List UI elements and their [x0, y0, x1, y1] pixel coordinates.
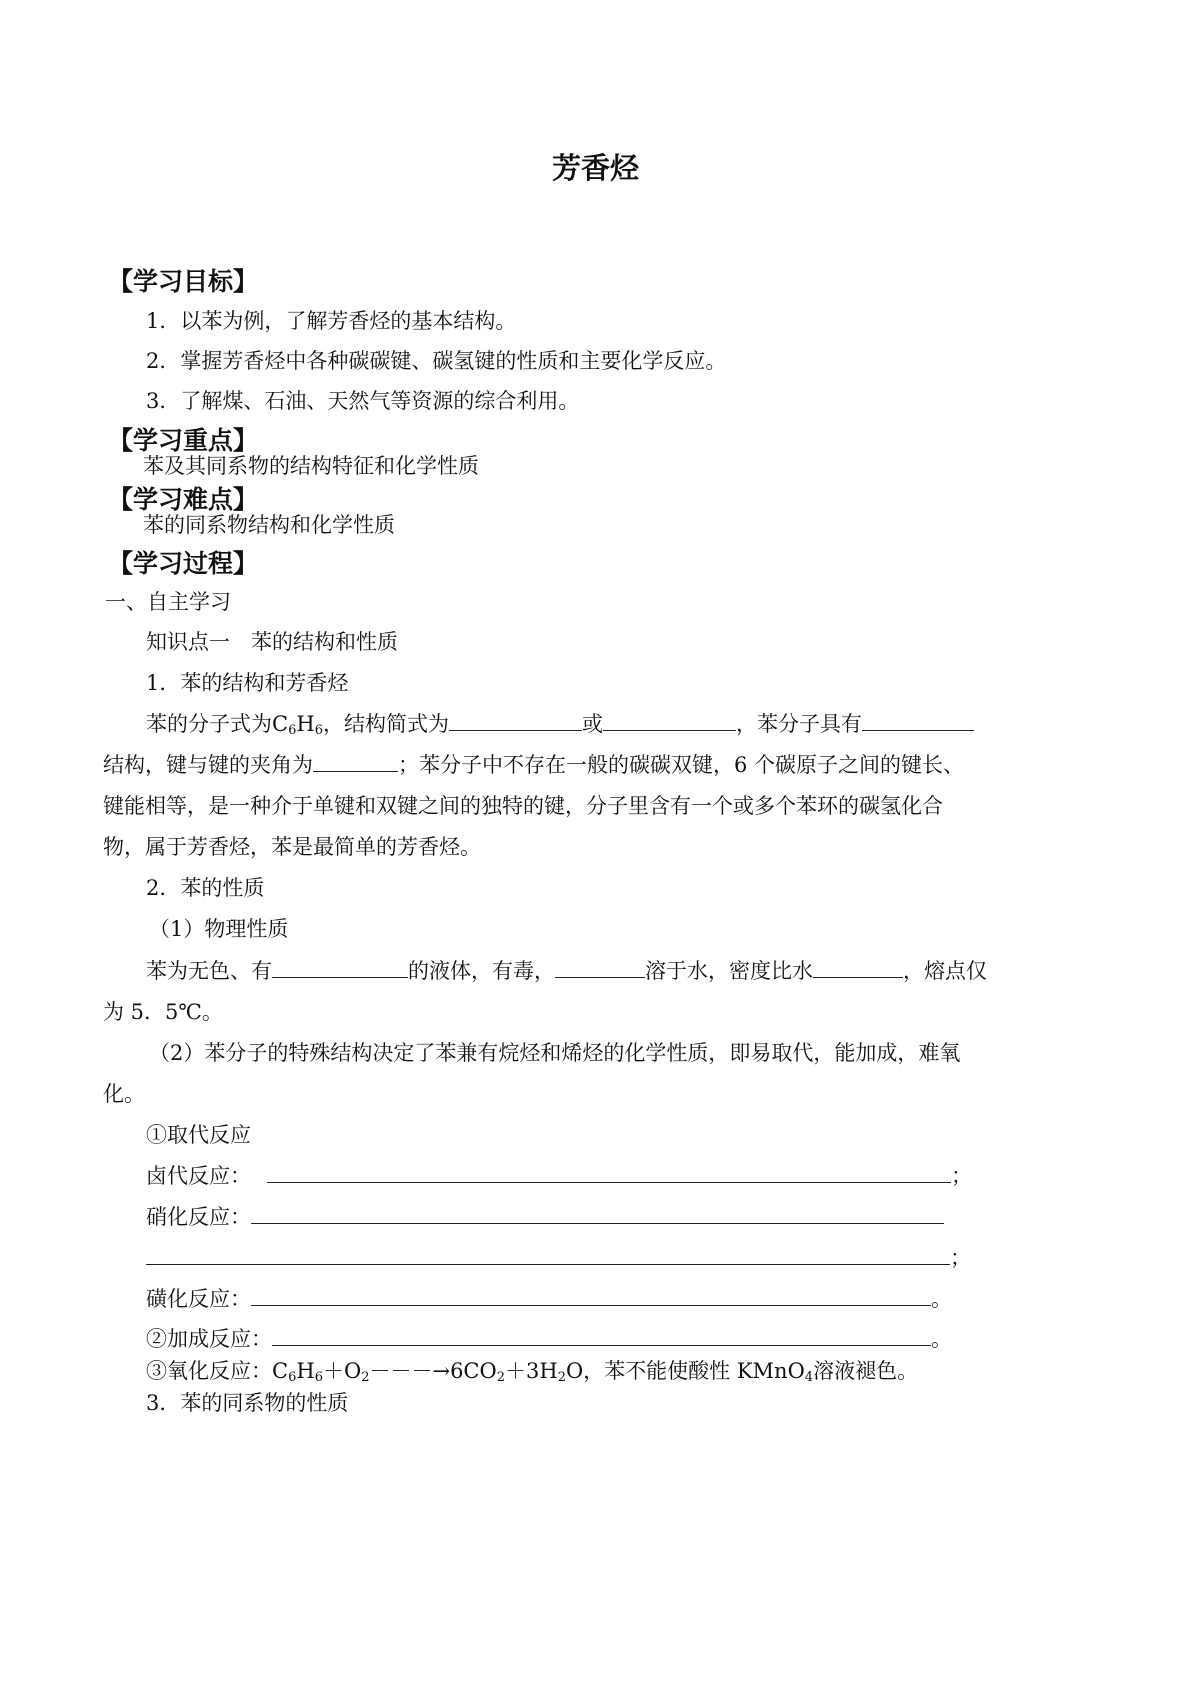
fill-blank[interactable]: [272, 957, 408, 978]
fill-blank[interactable]: [862, 710, 974, 731]
section-title: 1．苯的结构和芳香烃: [146, 671, 349, 695]
sulfonation-line: 磺化反应： 。: [146, 1287, 952, 1311]
part1-title: 一、自主学习: [105, 590, 231, 614]
subsection-title: （1）物理性质: [149, 917, 289, 941]
paragraph-line: 化。: [103, 1082, 145, 1106]
page-title: 芳香烃: [551, 151, 639, 185]
fill-blank[interactable]: [251, 1203, 944, 1224]
fill-blank[interactable]: [555, 957, 645, 978]
fill-blank[interactable]: [449, 710, 582, 731]
paragraph-line: 结构，键与键的夹角为 ；苯分子中不存在一般的碳碳双键，6 个碳原子之间的键长、: [103, 753, 965, 777]
paragraph-line: 苯为无色、有 的液体，有毒， 溶于水，密度比水 ，熔点仅: [146, 959, 987, 983]
oxidation-line: ③氧化反应：$C_6H_6+O_2---\to 6CO_2+3H_2O$，苯不能使酸性 KMnO$_4$溶液褪色。: [146, 1359, 919, 1385]
fill-blank[interactable]: [603, 710, 736, 731]
fill-blank[interactable]: [146, 1244, 950, 1265]
knowledge-point-title: 知识点一 苯的结构和性质: [146, 630, 398, 654]
section-title: 3．苯的同系物的性质: [146, 1391, 349, 1415]
paragraph-line: 键能相等，是一种介于单键和双键之间的独特的键，分子里含有一个或多个苯环的碳氢化合: [103, 794, 943, 818]
paragraph-line: （2）苯分子的特殊结构决定了苯兼有烷烃和烯烃的化学性质，即易取代，能加成，难氧: [149, 1041, 961, 1065]
difficulties-heading: 【学习难点】: [108, 485, 259, 514]
fill-blank[interactable]: [267, 1162, 951, 1183]
paragraph-line: 为 5．5℃。: [103, 1000, 223, 1024]
objective-item: 1．以苯为例，了解芳香烃的基本结构。: [146, 309, 517, 333]
nitration-line-2: ；: [146, 1244, 971, 1272]
key-points-text: 苯及其同系物的结构特征和化学性质: [143, 454, 479, 478]
objectives-heading: 【学习目标】: [108, 267, 259, 296]
key-points-heading: 【学习重点】: [108, 426, 259, 455]
difficulties-text: 苯的同系物结构和化学性质: [143, 513, 395, 537]
fill-blank[interactable]: [251, 1285, 931, 1306]
fill-blank[interactable]: [313, 751, 398, 772]
section-title: 2．苯的性质: [146, 876, 265, 900]
paragraph-line: 物，属于芳香烃，苯是最简单的芳香烃。: [103, 835, 481, 859]
objective-item: 2．掌握芳香烃中各种碳碳键、碳氢键的性质和主要化学反应。: [146, 349, 727, 373]
fill-blank[interactable]: [272, 1325, 931, 1346]
paragraph-line: 苯的分子式为$C_6H_6$，结构简式为 或 ，苯分子具有: [146, 710, 974, 745]
nitration-line: 硝化反应：: [146, 1203, 944, 1231]
objective-item: 3．了解煤、石油、天然气等资源的综合利用。: [146, 389, 580, 413]
process-heading: 【学习过程】: [108, 549, 259, 578]
addition-line: ②加成反应： 。: [146, 1327, 952, 1351]
fill-blank[interactable]: [813, 957, 903, 978]
reaction-title: ①取代反应: [146, 1123, 251, 1147]
halogenation-line: 卤代反应： ；: [146, 1164, 972, 1188]
